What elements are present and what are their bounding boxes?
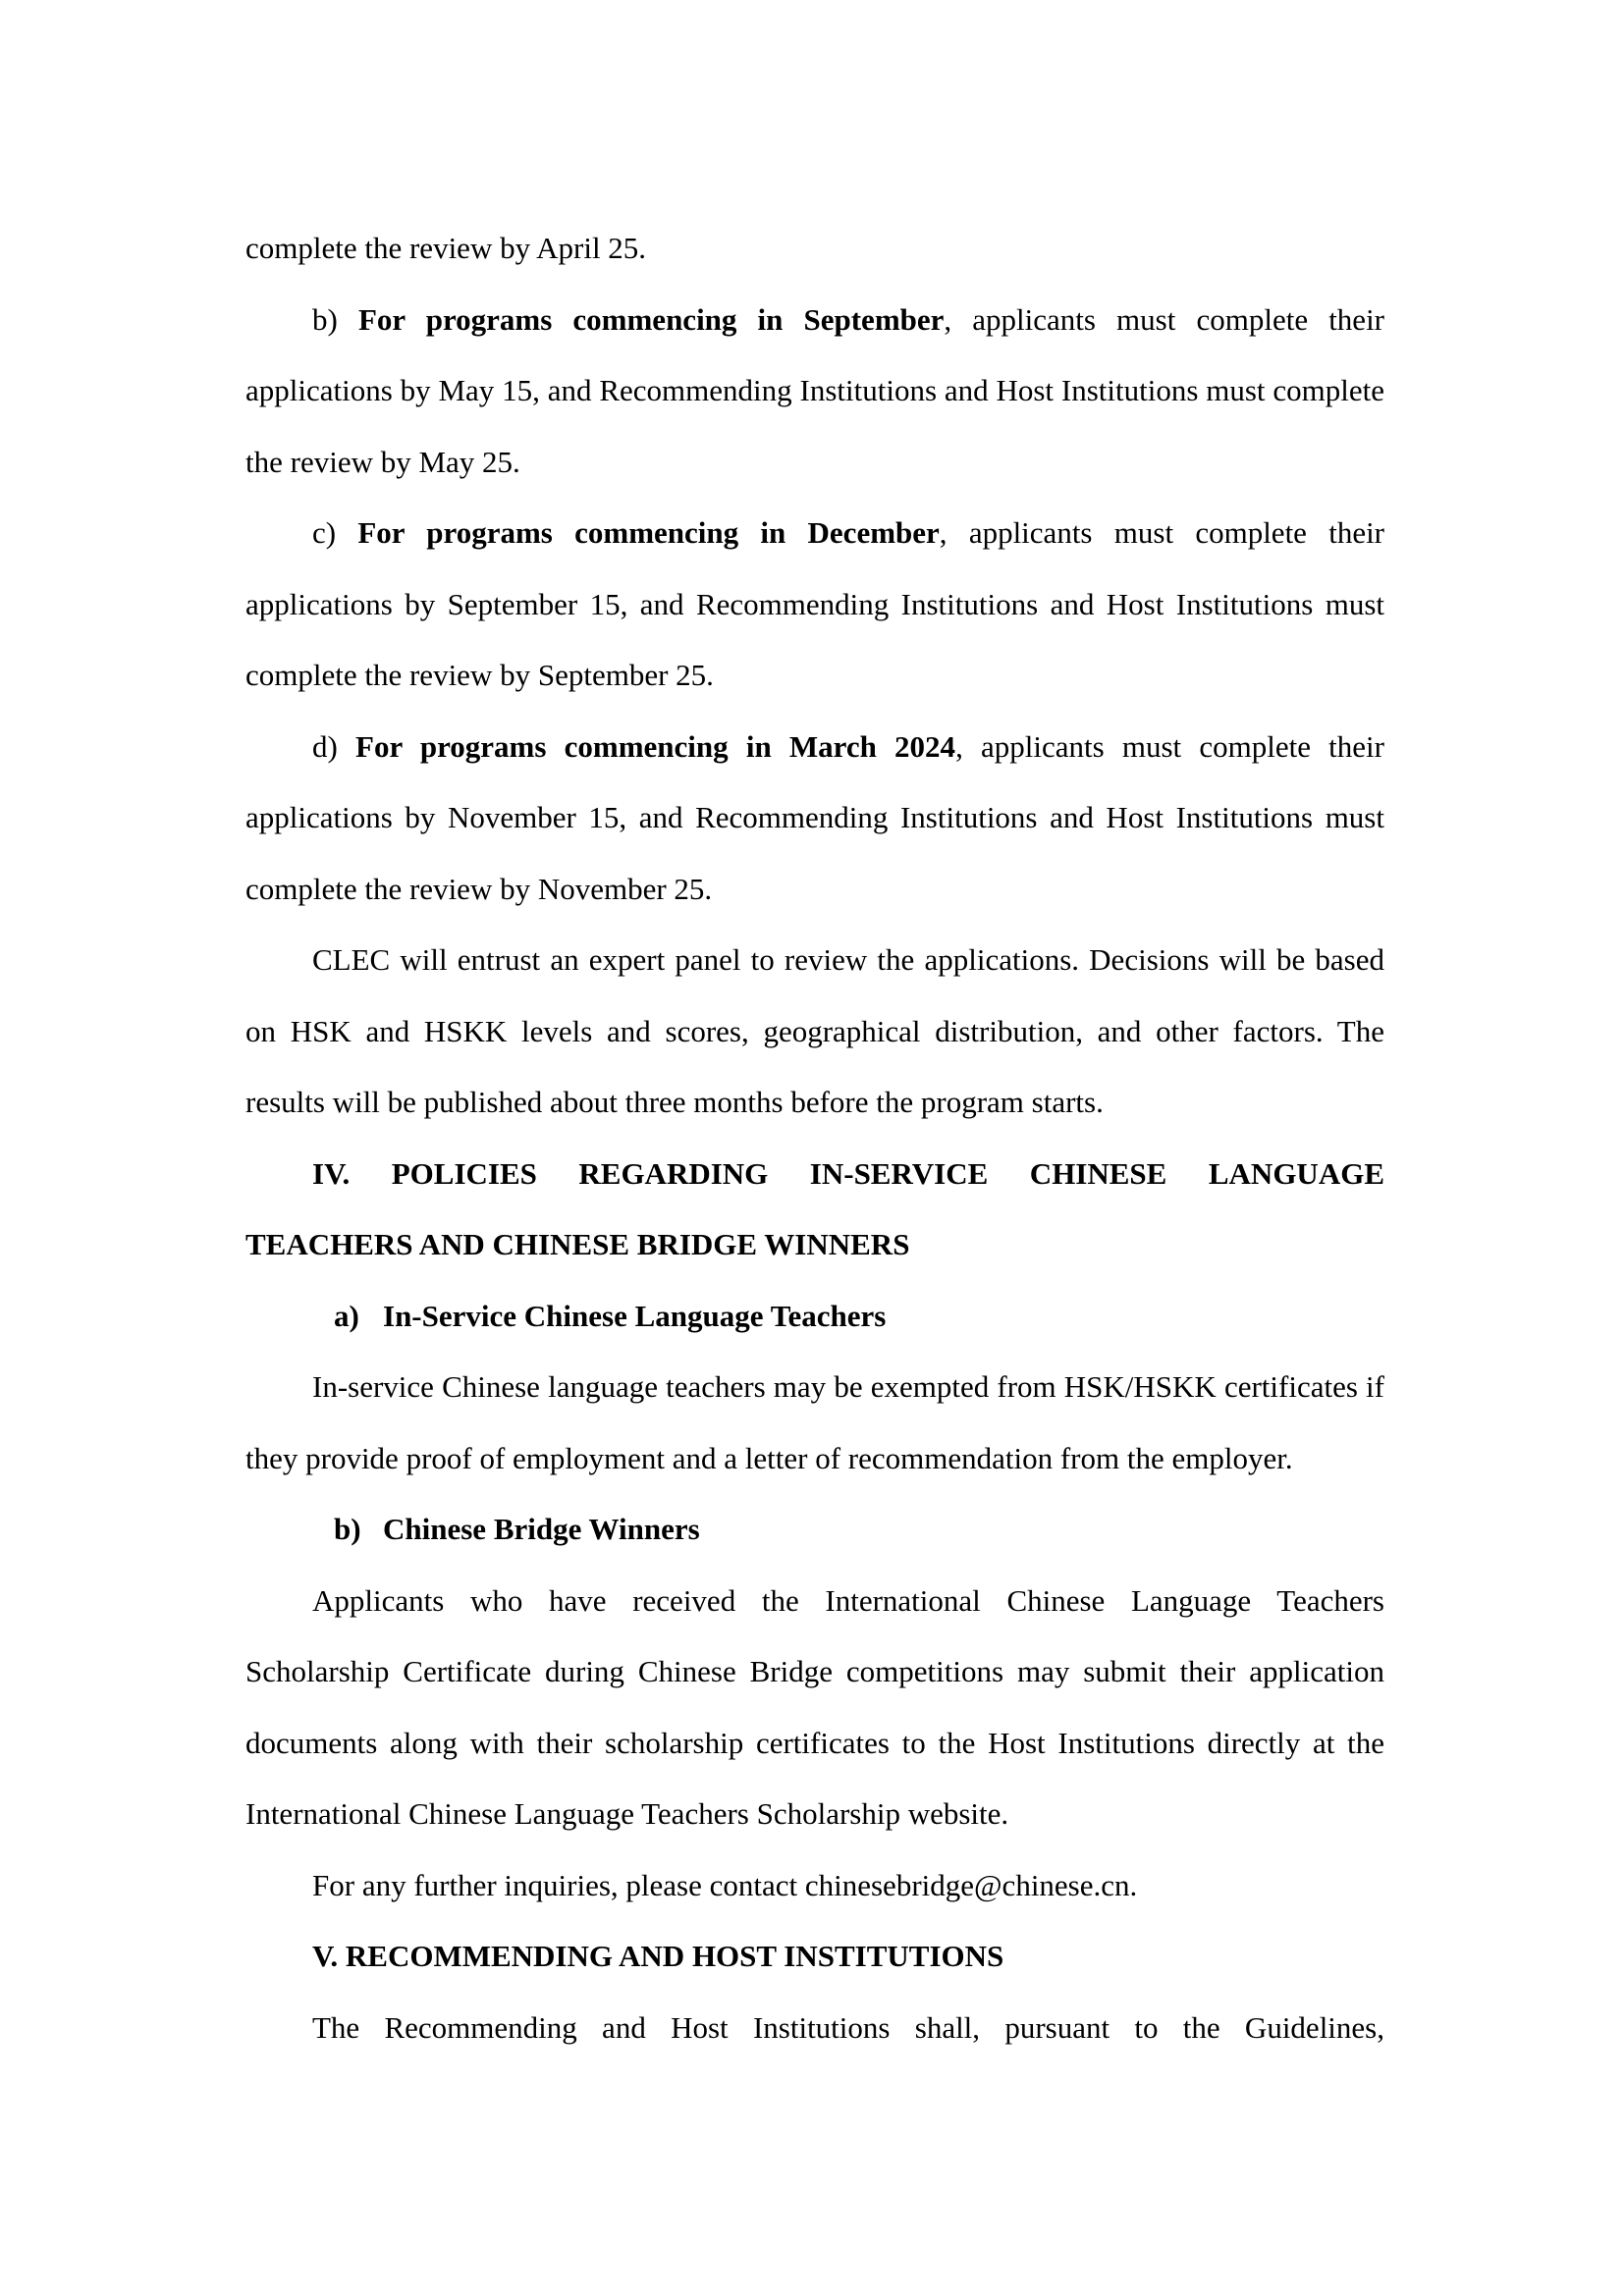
item-marker: d): [312, 728, 338, 764]
item-bold-lead: For programs commencing in September: [357, 301, 945, 337]
subheading-in-service-teachers: [245, 1281, 1384, 1353]
deadline-item-september: [245, 285, 1384, 499]
item-bold-lead: For programs commencing in December: [357, 515, 940, 550]
item-text: , applicants must complete their applications by September 15, and Recommending Institutions and Host Institutions must complete the review by September 25.: [245, 515, 1385, 692]
item-text: , applicants must complete their applications by May 15, and Recommending Institutions and Host Institutions must complete the review by May 25.: [245, 301, 1385, 479]
item-marker: c): [312, 515, 337, 550]
subheading-title: In-Service Chinese Language Teachers: [383, 1298, 887, 1333]
subheading-title: Chinese Bridge Winners: [383, 1512, 700, 1546]
item-bold-lead: For programs commencing in March 2024: [355, 728, 956, 764]
section-v-paragraph: The Recommending and Host Institutions shall, pursuant to the Guidelines,: [312, 2009, 1384, 2045]
deadline-item-december: [245, 498, 1384, 712]
subheading-marker: a): [334, 1298, 359, 1333]
deadline-item-march: [245, 712, 1384, 926]
paragraph-continuation: complete the review by April 25.: [245, 231, 647, 265]
item-text: , applicants must complete their applications by November 15, and Recommending Institutions and Host Institutions must complete the review by November 25.: [245, 728, 1384, 906]
review-paragraph: CLEC will entrust an expert panel to review the applications. Decisions will be based on HSK and HSKK levels and scores, geographical distribution, and other factors. The results will be published about three months before the program starts.: [245, 942, 1384, 1119]
inquiries-paragraph: For any further inquiries, please contact chinesebridge@chinese.cn.: [312, 1867, 1138, 1902]
subheading-marker: b): [334, 1512, 361, 1546]
in-service-paragraph: In-service Chinese language teachers may be exempted from HSK/HSKK certificates if they provide proof of employment and a letter of recommendation from the employer.: [245, 1369, 1384, 1475]
section-v-heading: V. RECOMMENDING AND HOST INSTITUTIONS: [312, 1939, 1004, 1973]
item-marker: b): [312, 301, 338, 337]
bridge-winners-paragraph: Applicants who have received the International Chinese Language Teachers Scholarship Certificate during Chinese Bridge competitions may submit their application documents along with their scholarship certificates to the Host Institutions directly at the International Chinese Language Teachers Scholarship website.: [245, 1582, 1384, 1831]
section-iv-heading: IV. POLICIES REGARDING IN-SERVICE CHINESE LANGUAGE TEACHERS AND CHINESE BRIDGE WINNERS: [245, 1155, 1384, 1261]
document-page: [245, 213, 1384, 2063]
subheading-bridge-winners: [245, 1494, 1384, 1566]
